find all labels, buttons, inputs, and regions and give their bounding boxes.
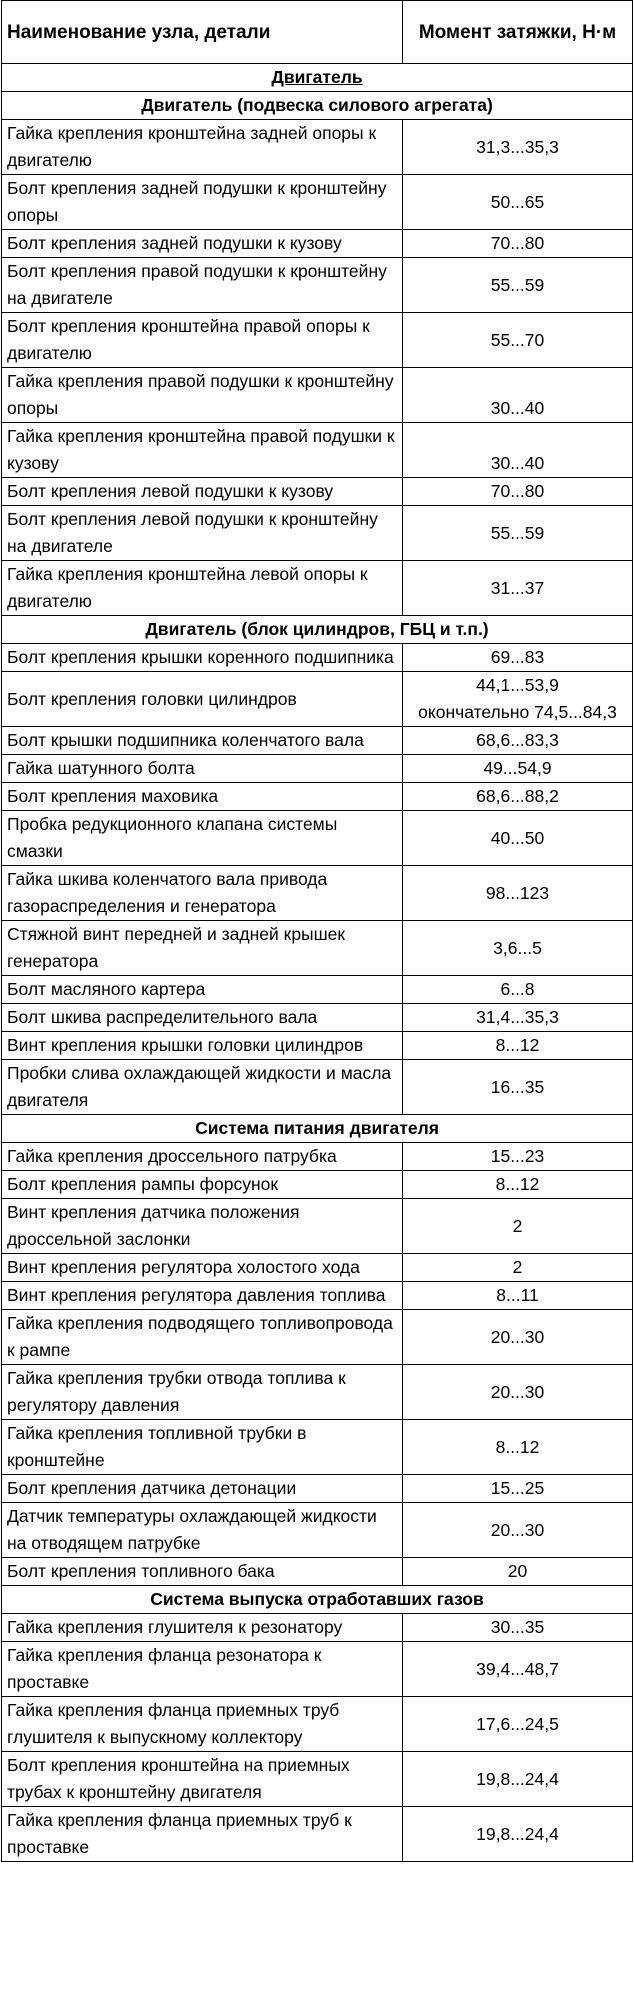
table-row [2, 921, 633, 976]
torque-value: 39,4...48,7 [403, 1642, 633, 1697]
table-row [2, 1171, 633, 1199]
header-row [2, 1, 633, 64]
table-row [2, 1697, 633, 1752]
table-row [2, 672, 633, 727]
part-name: Болт крепления задней подушки к кузову [2, 230, 403, 258]
torque-value: 31...37 [403, 561, 633, 616]
header-name: Наименование узла, детали [2, 1, 403, 64]
part-name: Гайка крепления фланца приемных труб к проставке [2, 1807, 403, 1862]
part-name: Гайка крепления кронштейна левой опоры к двигателю [2, 561, 403, 616]
torque-value: 2 [403, 1199, 633, 1254]
table-row [2, 506, 633, 561]
table-row [2, 1752, 633, 1807]
torque-table [1, 0, 633, 1862]
torque-value: 8...12 [403, 1420, 633, 1475]
table-row [2, 1503, 633, 1558]
table-row [2, 478, 633, 506]
table-row [2, 1254, 633, 1282]
part-name: Гайка крепления глушителя к резонатору [2, 1614, 403, 1642]
table-row [2, 368, 633, 423]
torque-value: 6...8 [403, 976, 633, 1004]
torque-value: 19,8...24,4 [403, 1752, 633, 1807]
torque-value: 19,8...24,4 [403, 1807, 633, 1862]
table-row [2, 175, 633, 230]
section-title: Система выпуска отработавших газов [2, 1586, 633, 1614]
table-row [2, 1807, 633, 1862]
torque-value: 20 [403, 1558, 633, 1586]
torque-value: 8...12 [403, 1171, 633, 1199]
torque-value [403, 672, 633, 727]
table-row [2, 1310, 633, 1365]
part-name: Гайка крепления правой подушки к кронштейну опоры [2, 368, 403, 423]
part-name: Винт крепления регулятора холостого хода [2, 1254, 403, 1282]
section-row [2, 92, 633, 120]
torque-value: 15...23 [403, 1143, 633, 1171]
part-name: Болт крепления головки цилиндров [2, 672, 403, 727]
torque-value: 30...35 [403, 1614, 633, 1642]
table-row [2, 1365, 633, 1420]
section-row [2, 64, 633, 92]
part-name: Гайка крепления кронштейна правой подушки к кузову [2, 423, 403, 478]
part-name: Болт крепления задней подушки к кронштейну опоры [2, 175, 403, 230]
torque-value: 20...30 [403, 1310, 633, 1365]
part-name: Стяжной винт передней и задней крышек генератора [2, 921, 403, 976]
table-row [2, 258, 633, 313]
part-name: Гайка крепления подводящего топливопровода к рампе [2, 1310, 403, 1365]
torque-value-final: окончательно 74,5...84,3 [418, 702, 617, 722]
table-row [2, 1004, 633, 1032]
section-row [2, 1586, 633, 1614]
torque-value: 30...40 [403, 423, 633, 478]
table-row [2, 1282, 633, 1310]
part-name: Болт шкива распределительного вала [2, 1004, 403, 1032]
torque-value: 31,4...35,3 [403, 1004, 633, 1032]
torque-value: 98...123 [403, 866, 633, 921]
table-row [2, 230, 633, 258]
part-name: Болт крепления кронштейна правой опоры к двигателю [2, 313, 403, 368]
part-name: Гайка крепления фланца приемных труб глушителя к выпускному коллектору [2, 1697, 403, 1752]
part-name: Гайка крепления топливной трубки в кронштейне [2, 1420, 403, 1475]
torque-value: 8...11 [403, 1282, 633, 1310]
part-name: Болт крепления левой подушки к кронштейну на двигателе [2, 506, 403, 561]
part-name: Гайка крепления фланца резонатора к проставке [2, 1642, 403, 1697]
torque-value: 55...59 [403, 258, 633, 313]
part-name: Болт масляного картера [2, 976, 403, 1004]
torque-value: 70...80 [403, 478, 633, 506]
part-name: Винт крепления крышки головки цилиндров [2, 1032, 403, 1060]
header-torque: Момент затяжки, Н·м [403, 1, 633, 64]
table-row [2, 644, 633, 672]
section-title: Система питания двигателя [2, 1115, 633, 1143]
table-row [2, 1642, 633, 1697]
section-title: Двигатель (блок цилиндров, ГБЦ и т.п.) [2, 616, 633, 644]
part-name: Болт крышки подшипника коленчатого вала [2, 727, 403, 755]
torque-value: 2 [403, 1254, 633, 1282]
section-row [2, 616, 633, 644]
part-name: Болт крепления датчика детонации [2, 1475, 403, 1503]
table-row [2, 755, 633, 783]
torque-value: 69...83 [403, 644, 633, 672]
table-row [2, 1060, 633, 1115]
torque-value: 20...30 [403, 1503, 633, 1558]
torque-value: 20...30 [403, 1365, 633, 1420]
torque-value: 40...50 [403, 811, 633, 866]
part-name: Гайка шатунного болта [2, 755, 403, 783]
table-row [2, 866, 633, 921]
torque-value: 3,6...5 [403, 921, 633, 976]
table-row [2, 561, 633, 616]
part-name: Пробка редукционного клапана системы смазки [2, 811, 403, 866]
table-row [2, 1143, 633, 1171]
torque-value: 68,6...88,2 [403, 783, 633, 811]
part-name: Болт крепления кронштейна на приемных трубах к кронштейну двигателя [2, 1752, 403, 1807]
part-name: Болт крепления топливного бака [2, 1558, 403, 1586]
table-row [2, 811, 633, 866]
section-title: Двигатель (подвеска силового агрегата) [2, 92, 633, 120]
part-name: Болт крепления маховика [2, 783, 403, 811]
part-name: Болт крепления левой подушки к кузову [2, 478, 403, 506]
section-title: Двигатель [2, 64, 633, 92]
part-name: Болт крепления правой подушки к кронштейну на двигателе [2, 258, 403, 313]
torque-value: 31,3...35,3 [403, 120, 633, 175]
torque-value: 30...40 [403, 368, 633, 423]
torque-value: 70...80 [403, 230, 633, 258]
table-row [2, 1420, 633, 1475]
part-name: Гайка крепления дроссельного патрубка [2, 1143, 403, 1171]
torque-value: 55...59 [403, 506, 633, 561]
torque-value-initial: 44,1...53,9 [476, 675, 559, 695]
table-row [2, 783, 633, 811]
part-name: Пробки слива охлаждающей жидкости и масла двигателя [2, 1060, 403, 1115]
torque-value: 49...54,9 [403, 755, 633, 783]
torque-value: 55...70 [403, 313, 633, 368]
part-name: Гайка шкива коленчатого вала привода газораспределения и генератора [2, 866, 403, 921]
torque-value: 50...65 [403, 175, 633, 230]
table-row [2, 1558, 633, 1586]
torque-value: 16...35 [403, 1060, 633, 1115]
table-row [2, 1614, 633, 1642]
part-name: Датчик температуры охлаждающей жидкости на отводящем патрубке [2, 1503, 403, 1558]
table-row [2, 1032, 633, 1060]
part-name: Болт крепления рампы форсунок [2, 1171, 403, 1199]
table-row [2, 120, 633, 175]
table-row [2, 313, 633, 368]
torque-value: 8...12 [403, 1032, 633, 1060]
section-row [2, 1115, 633, 1143]
table-row [2, 976, 633, 1004]
table-row [2, 727, 633, 755]
part-name: Болт крепления крышки коренного подшипника [2, 644, 403, 672]
table-row [2, 423, 633, 478]
torque-value: 15...25 [403, 1475, 633, 1503]
part-name: Винт крепления регулятора давления топлива [2, 1282, 403, 1310]
torque-value: 68,6...83,3 [403, 727, 633, 755]
part-name: Гайка крепления трубки отвода топлива к регулятору давления [2, 1365, 403, 1420]
table-row [2, 1475, 633, 1503]
part-name: Винт крепления датчика положения дроссельной заслонки [2, 1199, 403, 1254]
table-row [2, 1199, 633, 1254]
torque-value: 17,6...24,5 [403, 1697, 633, 1752]
part-name: Гайка крепления кронштейна задней опоры к двигателю [2, 120, 403, 175]
